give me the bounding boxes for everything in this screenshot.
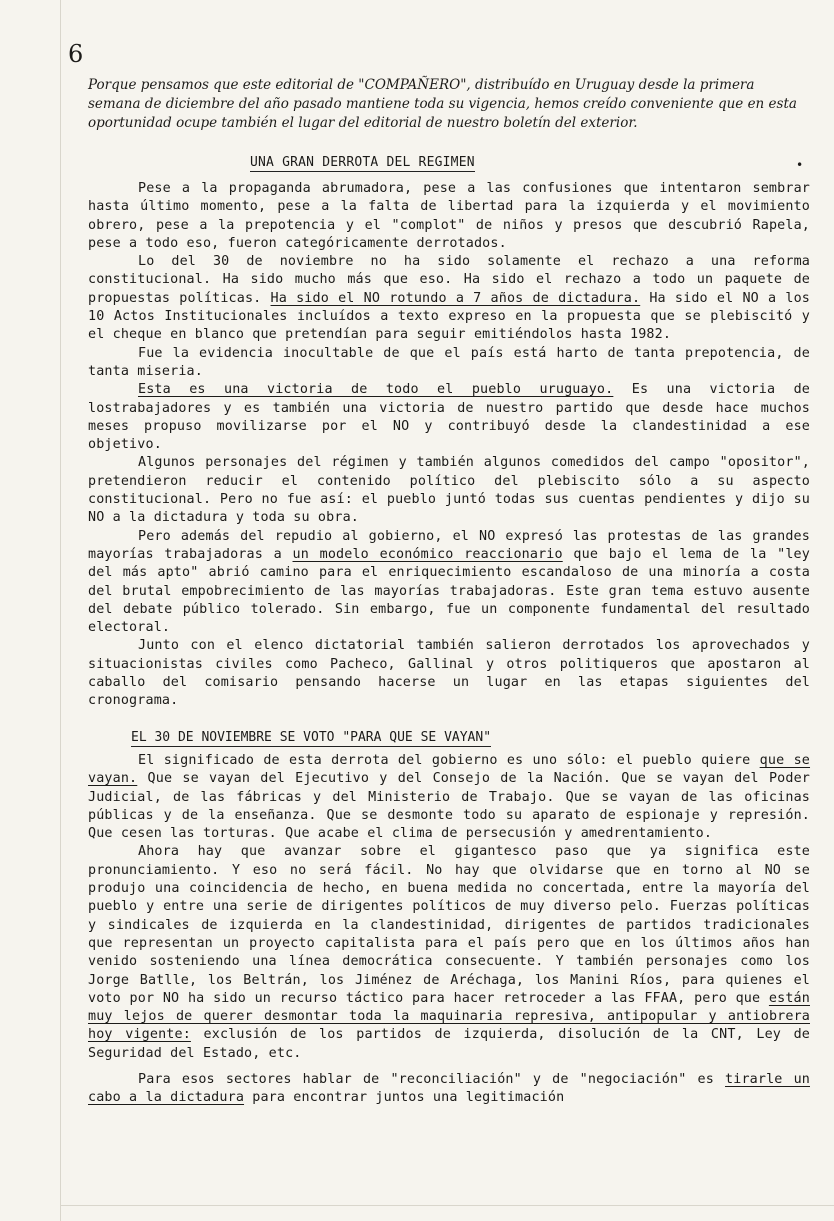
underlined-text: están muy lejos de querer desmontar toda la maquinaria represiva, antipopular y antiobrera hoy vigente:	[88, 990, 810, 1043]
paragraph: Esta es una victoria de todo el pueblo uruguayo. Es una victoria de lostrabajadores y es también una victoria de nuestro partido que desde hace muchos meses propuso movilizarse por el NO y contribuyó desde la clandestinidad a ese objetivo.	[88, 382, 810, 453]
section-2-body	[88, 752, 810, 1108]
paragraph: Lo del 30 de noviembre no ha sido solamente el rechazo a una reforma constitucional. Ha sido mucho más que eso. Ha sido el rechazo a todo un paquete de propuestas políticas. Ha sido el NO rotundo a 7 años de dictadura. Ha sido el NO a los 10 Actos Institucionales incluídos a texto expreso en la propuesta que se plebiscitó y el cheque en blanco que pretendían para seguir emitiéndolos hasta 1982.	[88, 254, 811, 343]
section-heading-2: EL 30 DE NOVIEMBRE SE VOTO "PARA QUE SE VAYAN"	[131, 730, 492, 745]
page-number: 6	[68, 40, 84, 68]
paragraph: Ahora hay que avanzar sobre el gigantesco paso que ya significa este pronunciamiento. Y eso no será fácil. No hay que olvidarse que en torno al NO se produjo una coincidencia de hecho, en buena medida no concertada, entre la mayoría del pueblo y entre una serie de dirigentes políticos de muy diverso pelo. Fuerzas políticas y sindicales de izquierda en la clandestinidad, dirigentes de partidos tradicionales que representan un proyecto capitalista para el país pero que en los últimos años han venido sosteniendo una línea democrática consecuente. Y también personajes como los Jorge Batlle, los Beltrán, los Jiménez de Aréchaga, los Manini Ríos, para quienes el voto por NO ha sido un recurso táctico para hacer retroceder a las FFAA, pero que están muy lejos de querer desmontar toda la maquinaria represiva, antipopular y antiobrera hoy vigente: exclusión de los partidos de izquierda, disolución de la CNT, Ley de Seguridad del Estado, etc.	[88, 844, 811, 1061]
underlined-text: Ha sido el NO rotundo a 7 años de dictadura.	[270, 290, 641, 306]
paragraph: Junto con el elenco dictatorial también salieron derrotados los aprovechados y situacionistas civiles como Pacheco, Gallinal y otros politiqueros que apostaron al caballo del comisario pensando hacerse un lugar en las etapas siguientes del cronograma.	[88, 638, 810, 709]
paragraph: Para esos sectores hablar de "reconciliación" y de "negociación" es tirarle un cabo a la dictadura para encontrar juntos una legitimación	[88, 1072, 810, 1106]
page-bottom-line	[60, 1205, 834, 1206]
section-1-body	[88, 180, 810, 711]
paragraph: Fue la evidencia inocultable de que el país está harto de tanta prepotencia, de tanta miseria.	[88, 345, 810, 379]
paragraph: Algunos personajes del régimen y también algunos comedidos del campo "opositor", pretendieron reducir el contenido político del plebiscito sólo a su aspecto constitucional. Pero no fue así: el pueblo juntó todas sus cuentas pendientes y dijo su NO a la dictadura y toda su obra.	[88, 455, 810, 526]
paragraph: Pese a la propaganda abrumadora, pese a las confusiones que intentaron sembrar hasta último momento, pese a la falta de libertad para la izquierda y el movimiento obrero, pese a la prepotencia y el "complot" de niños y presos que descubrió Rapela, pese a todo eso, fueron categóricamente derrotados.	[88, 181, 810, 251]
paragraph: El significado de esta derrota del gobierno es uno sólo: el pueblo quiere que se vayan. Que se vayan del Ejecutivo y del Consejo de la Nación. Que se vayan del Poder Judicial, de las fábricas y del Ministerio de Trabajo. Que se vayan de las oficinas públicas y de la enseñanza. Que se desmonte todo su aparato de espionaje y represión. Que cesen las torturas. Que acabe el clima de persecusión y amedrentamiento.	[88, 753, 811, 842]
underlined-text: Esta es una victoria de todo el pueblo uruguayo.	[138, 382, 614, 398]
editorial-intro: Porque pensamos que este editorial de "COMPAÑERO", distribuído en Uruguay desde la primera semana de diciembre del año pasado mantiene toda su vigencia, hemos creído conveniente que en esta oportunidad ocupe también el lugar del editorial de nuestro boletín del exterior.	[88, 77, 797, 131]
paragraph: Pero además del repudio al gobierno, el NO expresó las protestas de las grandes mayorías trabajadoras a un modelo económico reaccionario que bajo el lema de la "ley del más apto" abrió camino para el enriquecimiento escandaloso de una minoría a costa del brutal empobrecimiento de las mayorías trabajadoras. Este gran tema estuvo ausente del debate público tolerado. Sin embargo, fue un componente fundamental del resultado electoral.	[88, 528, 810, 636]
underlined-text: un modelo económico reaccionario	[292, 546, 563, 562]
section-heading-1: UNA GRAN DERROTA DEL REGIMEN	[250, 155, 475, 170]
page-edge-line	[60, 0, 61, 1221]
underlined-text: tirarle un cabo a la dictadura	[88, 1072, 810, 1106]
underlined-text: que se vayan.	[88, 753, 811, 787]
margin-dot: •	[796, 158, 804, 172]
